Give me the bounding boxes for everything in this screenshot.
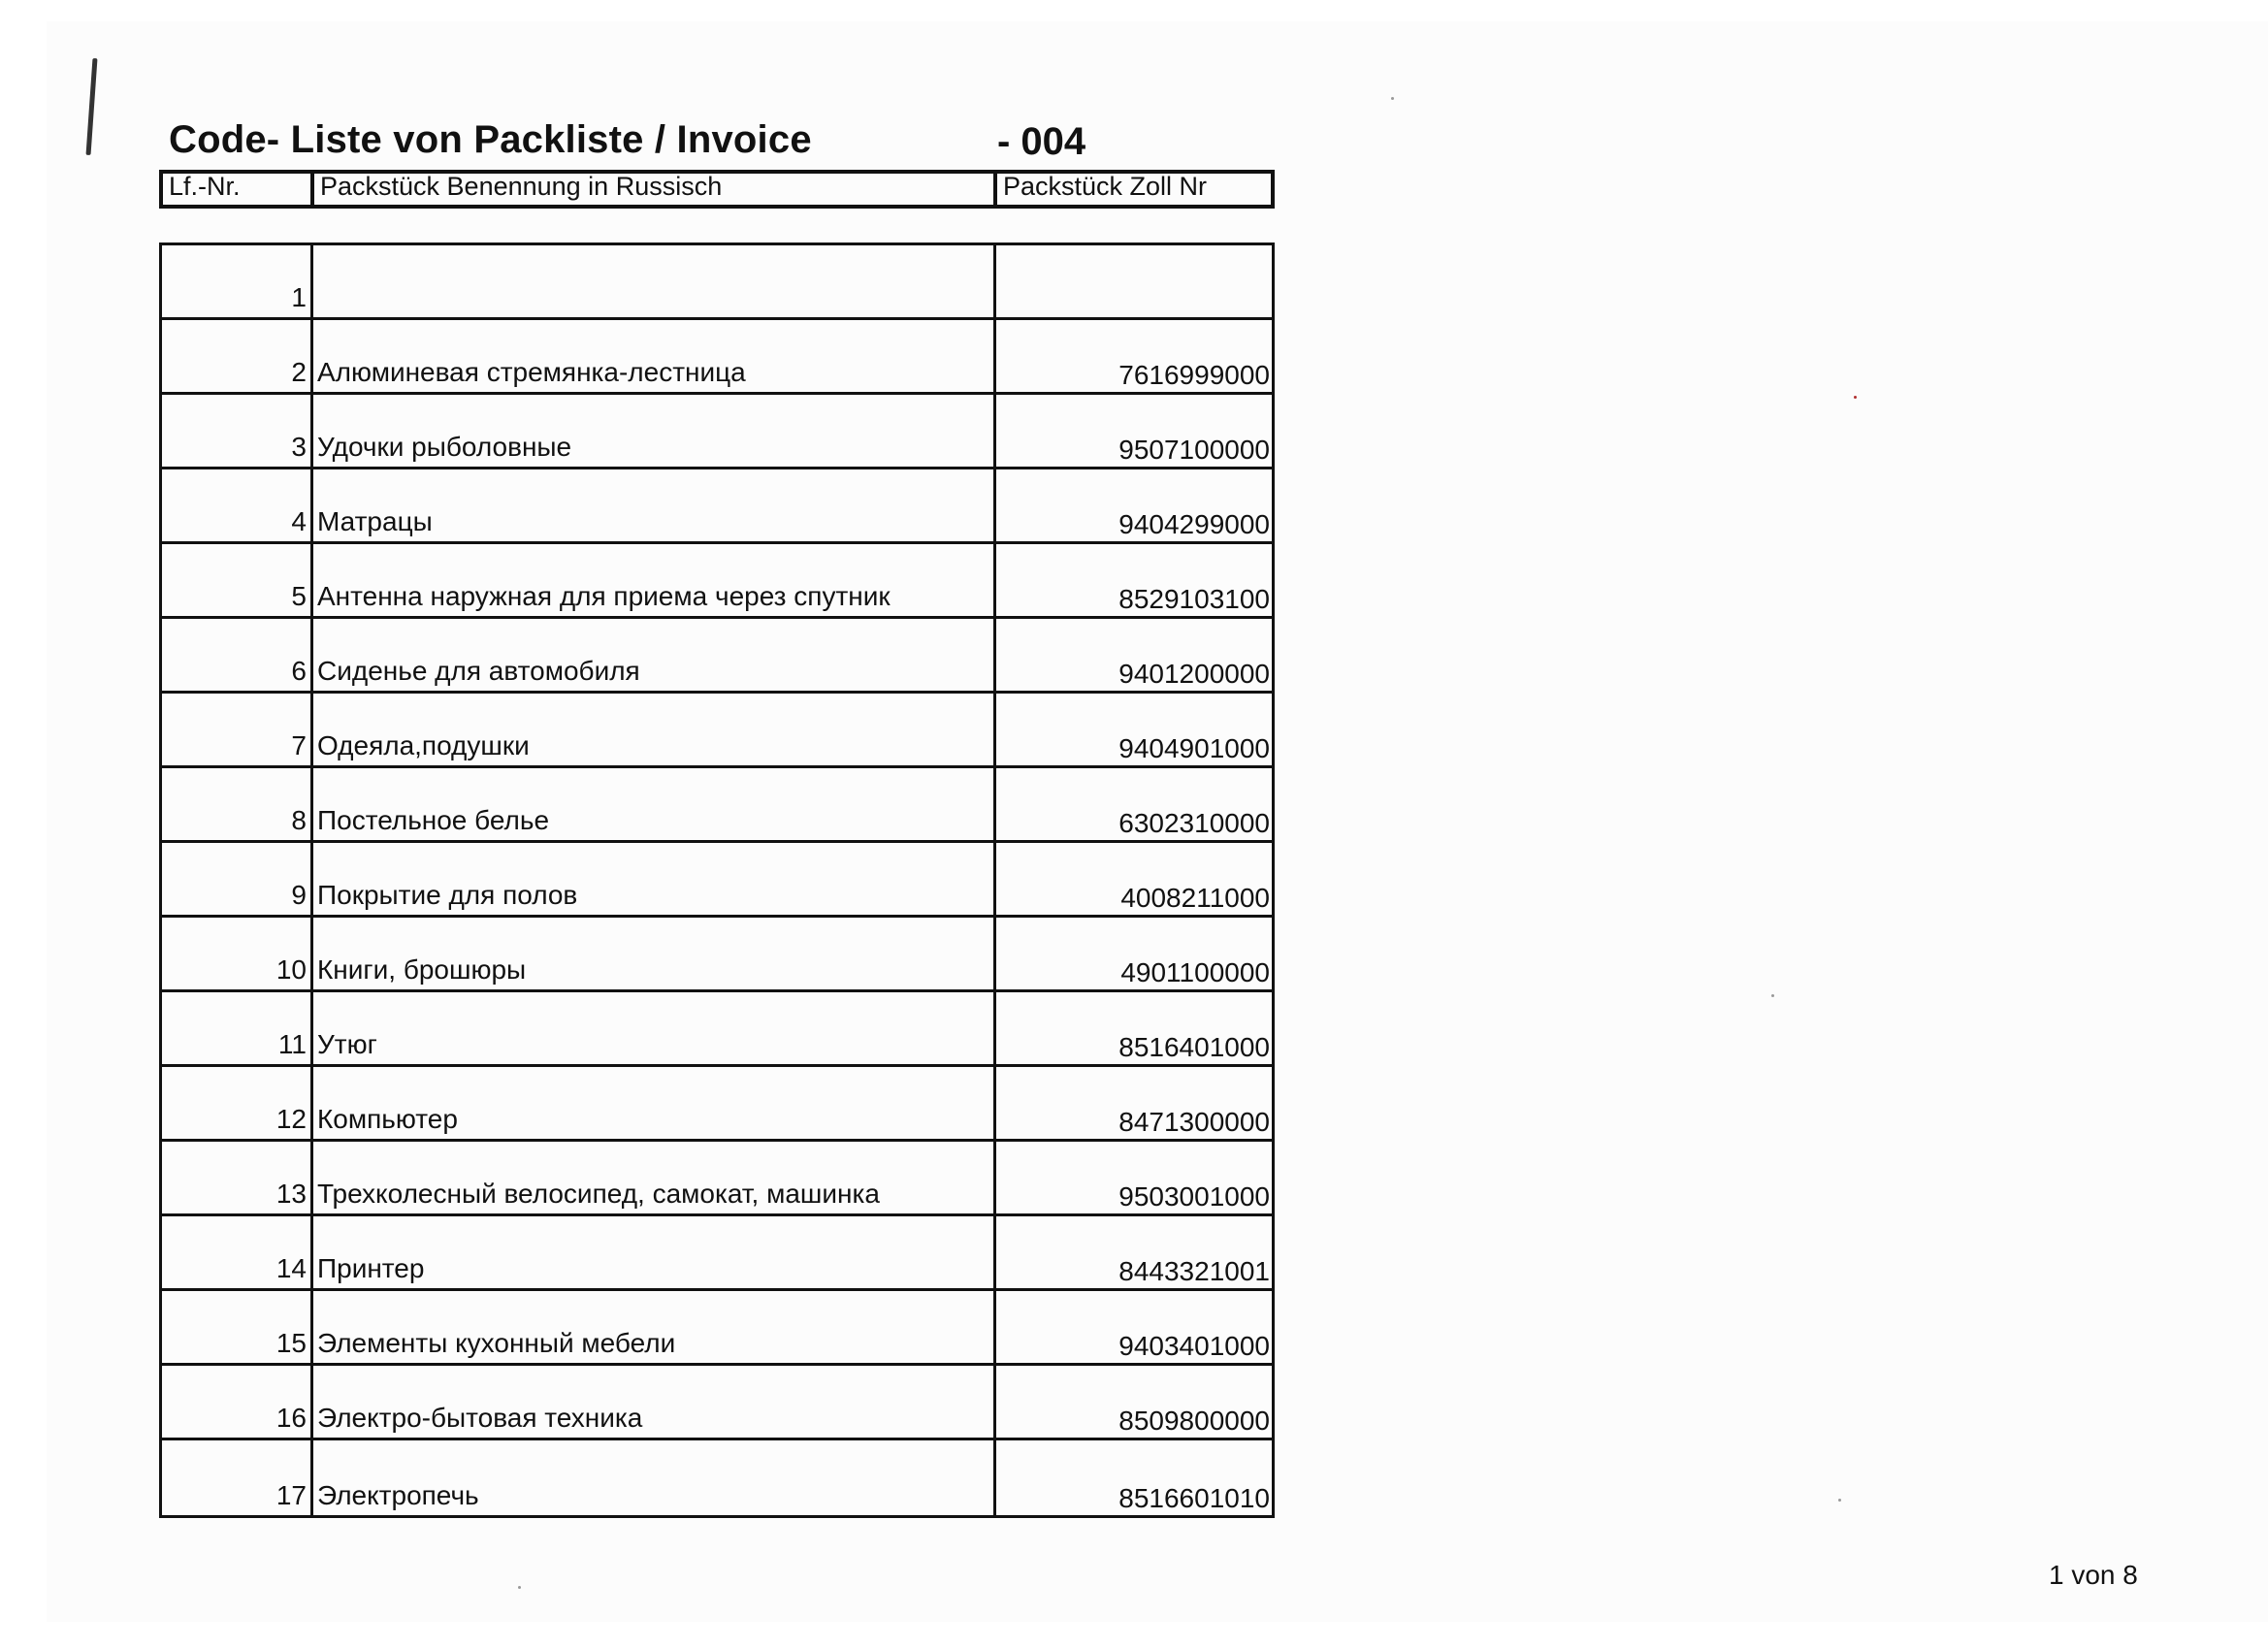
table-header bbox=[159, 170, 1275, 209]
scan-speck bbox=[1771, 994, 1774, 997]
row-number: 2 bbox=[162, 320, 313, 392]
row-number: 4 bbox=[162, 469, 313, 541]
customs-code: 8443321001 bbox=[1118, 1256, 1270, 1286]
customs-code: 6302310000 bbox=[1118, 808, 1270, 838]
row-number: 7 bbox=[162, 694, 313, 765]
item-name: Элементы кухонный мебели bbox=[313, 1291, 996, 1363]
item-name: Электропечь bbox=[313, 1440, 996, 1515]
customs-code: 8471300000 bbox=[1118, 1107, 1270, 1137]
customs-code: 8516401000 bbox=[1118, 1032, 1270, 1062]
table-row bbox=[162, 1440, 1272, 1515]
row-number: 5 bbox=[162, 544, 313, 616]
table-row bbox=[162, 1216, 1272, 1291]
item-name: Утюг bbox=[313, 992, 996, 1064]
row-number: 9 bbox=[162, 843, 313, 915]
customs-code: 9404299000 bbox=[1118, 509, 1270, 539]
table-row bbox=[162, 768, 1272, 843]
scan-speck bbox=[518, 1586, 521, 1589]
item-name: Удочки рыболовные bbox=[313, 395, 996, 467]
code-table bbox=[159, 242, 1275, 1518]
customs-code: 8516601010 bbox=[1118, 1483, 1270, 1513]
table-row bbox=[162, 1366, 1272, 1440]
row-number: 6 bbox=[162, 619, 313, 691]
item-name: Книги, брошюры bbox=[313, 918, 996, 989]
item-name: Одеяла,подушки bbox=[313, 694, 996, 765]
row-number: 8 bbox=[162, 768, 313, 840]
row-number: 12 bbox=[162, 1067, 313, 1139]
item-name: Трехколесный велосипед, самокат, машинка bbox=[313, 1142, 996, 1213]
row-number: 11 bbox=[162, 992, 313, 1064]
item-name: Алюминевая стремянка-лестница bbox=[313, 320, 996, 392]
table-row bbox=[162, 395, 1272, 469]
item-name: Матрацы bbox=[313, 469, 996, 541]
row-number: 17 bbox=[162, 1440, 313, 1515]
item-name: Постельное белье bbox=[313, 768, 996, 840]
customs-code: 8529103100 bbox=[1118, 584, 1270, 614]
table-row bbox=[162, 992, 1272, 1067]
header-name: Packstück Benennung in Russisch bbox=[314, 174, 997, 205]
table-row bbox=[162, 1142, 1272, 1216]
row-number: 16 bbox=[162, 1366, 313, 1438]
table-row bbox=[162, 544, 1272, 619]
table-row bbox=[162, 619, 1272, 694]
table-row bbox=[162, 320, 1272, 395]
customs-code: 7616999000 bbox=[1118, 360, 1270, 390]
item-name: Антенна наружная для приема через спутник bbox=[313, 544, 996, 616]
item-name: Компьютер bbox=[313, 1067, 996, 1139]
document-number: - 004 bbox=[997, 120, 1086, 163]
row-number: 13 bbox=[162, 1142, 313, 1213]
table-row bbox=[162, 1067, 1272, 1142]
customs-code: 9404901000 bbox=[1118, 733, 1270, 763]
item-name: Электро-бытовая техника bbox=[313, 1366, 996, 1438]
table-row bbox=[162, 245, 1272, 320]
customs-code: 9503001000 bbox=[1118, 1181, 1270, 1212]
header-lf-nr: Lf.-Nr. bbox=[163, 174, 314, 205]
page-title: Code- Liste von Packliste / Invoice bbox=[169, 118, 812, 161]
table-row bbox=[162, 1291, 1272, 1366]
row-number: 1 bbox=[162, 245, 313, 317]
table-row bbox=[162, 843, 1272, 918]
customs-code: 9507100000 bbox=[1118, 435, 1270, 465]
scan-speck bbox=[1854, 396, 1857, 399]
scan-speck bbox=[1838, 1499, 1841, 1502]
page-indicator: 1 von 8 bbox=[2049, 1560, 2138, 1590]
row-number: 3 bbox=[162, 395, 313, 467]
item-name: Принтер bbox=[313, 1216, 996, 1288]
row-number: 15 bbox=[162, 1291, 313, 1363]
row-number: 14 bbox=[162, 1216, 313, 1288]
item-name: Сиденье для автомобиля bbox=[313, 619, 996, 691]
header-code: Packstück Zoll Nr bbox=[1003, 174, 1208, 201]
table-row bbox=[162, 694, 1272, 768]
table-row bbox=[162, 918, 1272, 992]
item-name: Покрытие для полов bbox=[313, 843, 996, 915]
item-name bbox=[313, 245, 996, 317]
table-row bbox=[162, 469, 1272, 544]
customs-code: 4008211000 bbox=[1120, 883, 1270, 913]
row-number: 10 bbox=[162, 918, 313, 989]
customs-code bbox=[996, 245, 1272, 317]
customs-code: 9401200000 bbox=[1118, 659, 1270, 689]
customs-code: 9403401000 bbox=[1118, 1331, 1270, 1361]
scan-speck bbox=[1391, 97, 1394, 100]
customs-code: 8509800000 bbox=[1118, 1406, 1270, 1436]
customs-code: 4901100000 bbox=[1120, 957, 1270, 987]
